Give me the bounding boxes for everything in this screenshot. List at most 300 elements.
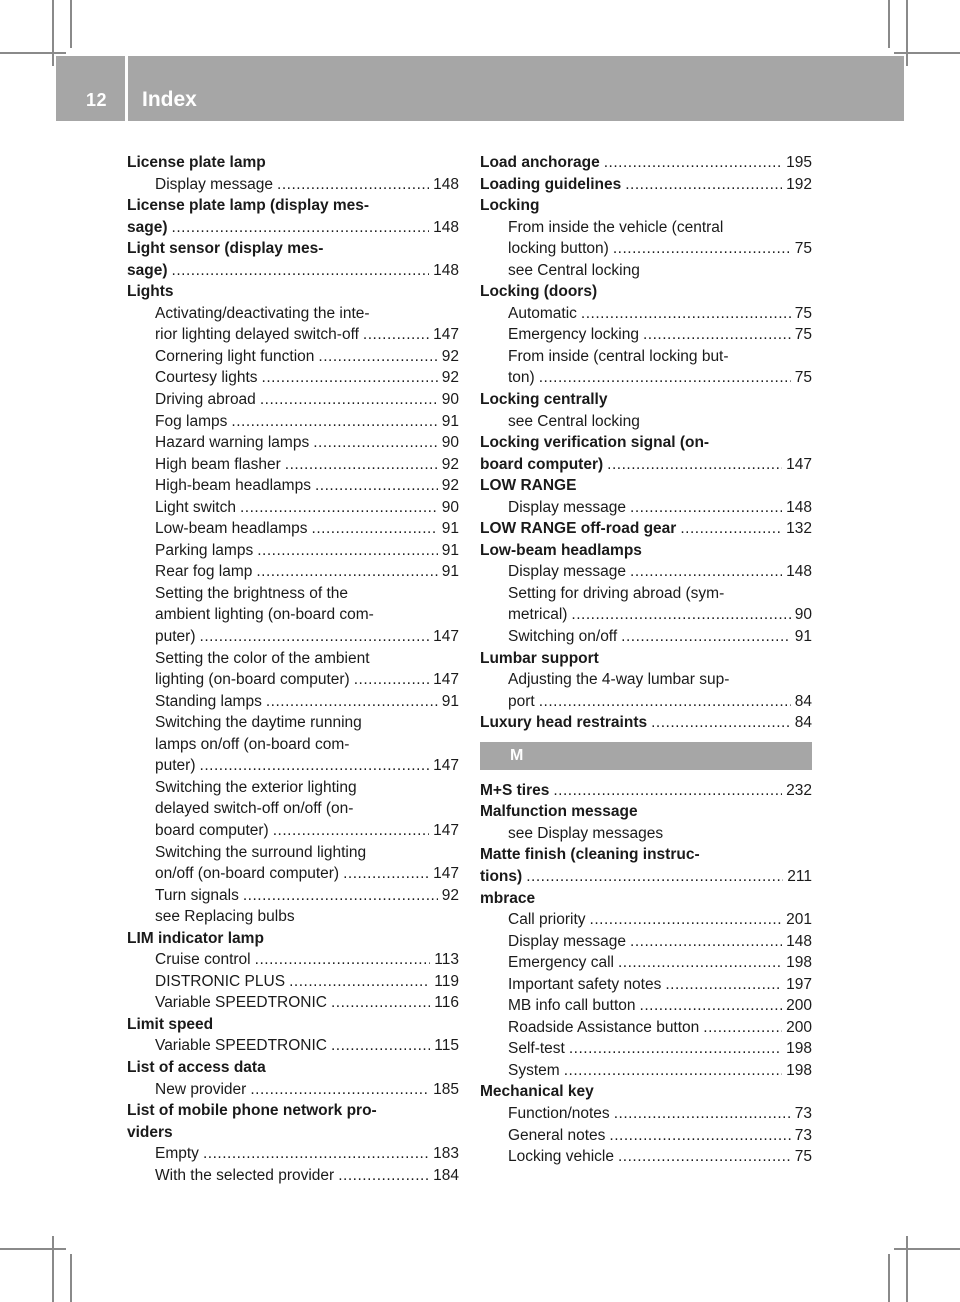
dot-leader xyxy=(266,691,438,713)
entry-text: Display message xyxy=(508,498,627,516)
crop-mark xyxy=(888,1254,890,1302)
entry-text: board computer) xyxy=(155,821,269,839)
entry-text: Emergency call xyxy=(508,954,614,972)
dot-leader xyxy=(200,626,430,648)
entry-text: Low-beam headlamps xyxy=(480,541,642,559)
index-subentry[interactable] xyxy=(127,346,459,368)
index-subentry xyxy=(127,798,459,820)
dot-leader xyxy=(630,931,782,953)
page-reference[interactable]: 147 xyxy=(433,865,459,883)
entry-text: lighting (on-board computer) xyxy=(155,671,350,689)
index-heading[interactable] xyxy=(480,518,812,540)
crop-mark xyxy=(906,0,908,66)
dot-leader xyxy=(553,780,782,802)
entry-text: Display message xyxy=(508,563,627,581)
dot-leader xyxy=(564,1060,782,1082)
dot-leader xyxy=(289,971,430,993)
page-reference[interactable]: 91 xyxy=(441,563,459,581)
index-heading xyxy=(480,540,812,562)
page-reference[interactable]: 91 xyxy=(441,541,459,559)
entry-text: Luxury head restraints xyxy=(480,714,648,732)
entry-text: High-beam headlamps xyxy=(155,477,311,495)
page-reference[interactable]: 148 xyxy=(433,218,459,236)
entry-text: From inside the vehicle (central xyxy=(508,218,724,236)
page-reference[interactable]: 73 xyxy=(794,1126,812,1144)
page-reference[interactable]: 200 xyxy=(786,997,812,1015)
page-reference[interactable]: 84 xyxy=(794,692,812,710)
page-reference[interactable]: 147 xyxy=(433,326,459,344)
index-subentry[interactable] xyxy=(127,454,459,476)
index-subentry[interactable] xyxy=(127,497,459,519)
page-reference[interactable]: 119 xyxy=(434,972,459,990)
entry-text: Cornering light function xyxy=(155,347,315,365)
crop-mark xyxy=(888,0,890,48)
entry-text: Lights xyxy=(127,283,174,301)
index-heading xyxy=(480,432,812,454)
index-subentry[interactable] xyxy=(127,561,459,583)
dot-leader xyxy=(240,497,438,519)
dot-leader xyxy=(363,324,429,346)
dot-leader xyxy=(285,454,438,476)
index-subentry[interactable] xyxy=(127,992,459,1014)
index-subentry[interactable] xyxy=(127,174,459,196)
dot-leader xyxy=(604,152,782,174)
header-divider xyxy=(125,56,128,121)
index-subentry xyxy=(127,303,459,325)
index-subentry[interactable] xyxy=(127,1079,459,1101)
entry-text: metrical) xyxy=(508,606,568,624)
entry-text: New provider xyxy=(155,1080,247,1098)
index-subentry xyxy=(480,411,812,433)
entry-text: Low-beam headlamps xyxy=(155,520,308,538)
entry-text: ton) xyxy=(508,369,535,387)
index-subentry[interactable] xyxy=(480,324,812,346)
index-subentry[interactable] xyxy=(127,389,459,411)
page-reference[interactable]: 75 xyxy=(794,326,812,344)
entry-text: mbrace xyxy=(480,889,536,907)
page-reference[interactable]: 75 xyxy=(794,369,812,387)
dot-leader xyxy=(318,346,437,368)
index-heading[interactable] xyxy=(480,780,812,802)
entry-text: Important safety notes xyxy=(508,975,662,993)
crop-mark xyxy=(0,52,66,54)
index-heading xyxy=(480,1081,812,1103)
index-subentry[interactable] xyxy=(127,755,459,777)
dot-leader xyxy=(590,909,783,931)
index-heading xyxy=(480,475,812,497)
dot-leader xyxy=(203,1143,429,1165)
entry-text: MB info call button xyxy=(508,997,636,1015)
index-heading xyxy=(127,195,459,217)
dot-leader xyxy=(571,604,790,626)
index-subentry[interactable] xyxy=(127,367,459,389)
index-subentry[interactable] xyxy=(127,885,459,907)
dot-leader xyxy=(331,1035,430,1057)
index-subentry xyxy=(480,346,812,368)
entry-text: port xyxy=(508,692,535,710)
index-subentry xyxy=(127,583,459,605)
entry-text: Switching on/off xyxy=(508,628,618,646)
index-heading xyxy=(127,1100,459,1122)
page-reference[interactable]: 92 xyxy=(441,477,459,495)
entry-text: Locking centrally xyxy=(480,391,608,409)
index-subentry[interactable] xyxy=(127,475,459,497)
index-column-left xyxy=(127,152,459,1186)
index-subentry[interactable] xyxy=(480,561,812,583)
entry-text: lamps on/off (on-board com- xyxy=(155,735,350,753)
index-subentry xyxy=(480,583,812,605)
entry-text: see Replacing bulbs xyxy=(155,908,295,926)
entry-text: sage) xyxy=(127,261,168,279)
entry-text: Limit speed xyxy=(127,1015,214,1033)
index-heading[interactable] xyxy=(480,454,812,476)
page-reference[interactable]: 116 xyxy=(434,994,459,1012)
index-subentry[interactable] xyxy=(127,863,459,885)
entry-text: Rear fog lamp xyxy=(155,563,253,581)
dot-leader xyxy=(640,995,783,1017)
index-heading xyxy=(480,648,812,670)
dot-leader xyxy=(607,454,782,476)
dot-leader xyxy=(614,1103,791,1125)
dot-leader xyxy=(630,497,782,519)
index-subentry[interactable] xyxy=(127,691,459,713)
entry-text: Loading guidelines xyxy=(480,175,622,193)
entry-text: Call priority xyxy=(508,911,586,929)
entry-text: Switching the daytime running xyxy=(155,714,362,732)
page-reference[interactable]: 113 xyxy=(434,951,459,969)
index-subentry[interactable] xyxy=(480,238,812,260)
index-heading[interactable] xyxy=(480,152,812,174)
page-reference[interactable]: 147 xyxy=(433,821,459,839)
index-subentry[interactable] xyxy=(127,432,459,454)
entry-text: board computer) xyxy=(480,455,604,473)
entry-text: Cruise control xyxy=(155,951,251,969)
entry-text: Function/notes xyxy=(508,1104,610,1122)
crop-mark xyxy=(70,1254,72,1302)
dot-leader xyxy=(625,174,782,196)
entry-text: viders xyxy=(127,1123,173,1141)
entry-text: Setting for driving abroad (sym- xyxy=(508,584,725,602)
page-reference[interactable]: 132 xyxy=(786,520,812,538)
dot-leader xyxy=(613,238,791,260)
entry-text: List of mobile phone network pro- xyxy=(127,1102,377,1120)
index-subentry[interactable] xyxy=(480,952,812,974)
entry-text: Display message xyxy=(155,175,274,193)
dot-leader xyxy=(680,518,782,540)
dot-leader xyxy=(231,411,437,433)
entry-text: License plate lamp (display mes- xyxy=(127,197,370,215)
entry-text: Courtesy lights xyxy=(155,369,258,387)
index-subentry[interactable] xyxy=(480,931,812,953)
entry-text: Display message xyxy=(508,932,627,950)
dot-leader xyxy=(630,561,782,583)
dot-leader xyxy=(651,712,791,734)
index-heading xyxy=(127,152,459,174)
entry-text: Light switch xyxy=(155,498,236,516)
page-reference[interactable]: 232 xyxy=(786,781,812,799)
page-reference[interactable]: 91 xyxy=(441,412,459,430)
index-heading[interactable] xyxy=(480,712,812,734)
entry-text: High beam flasher xyxy=(155,455,281,473)
index-heading xyxy=(480,844,812,866)
dot-leader xyxy=(277,174,429,196)
entry-text: see Display messages xyxy=(508,824,664,842)
entry-text: Matte finish (cleaning instruc- xyxy=(480,846,700,864)
dot-leader xyxy=(539,691,791,713)
index-subentry xyxy=(480,669,812,691)
index-heading xyxy=(480,195,812,217)
page-reference[interactable]: 90 xyxy=(441,498,459,516)
index-heading xyxy=(127,238,459,260)
entry-text: sage) xyxy=(127,218,168,236)
entry-text: General notes xyxy=(508,1126,606,1144)
entry-text: Standing lamps xyxy=(155,692,262,710)
crop-mark xyxy=(52,1236,54,1302)
page-reference[interactable]: 200 xyxy=(786,1018,812,1036)
entry-text: LOW RANGE xyxy=(480,477,577,495)
index-subentry[interactable] xyxy=(480,974,812,996)
entry-text: delayed switch-off on/off (on- xyxy=(155,800,354,818)
index-heading xyxy=(480,389,812,411)
index-heading[interactable] xyxy=(127,260,459,282)
entry-text: List of access data xyxy=(127,1058,266,1076)
index-subentry xyxy=(127,604,459,626)
entry-text: Setting the brightness of the xyxy=(155,584,349,602)
index-subentry[interactable] xyxy=(480,1038,812,1060)
index-subentry[interactable] xyxy=(480,626,812,648)
dot-leader xyxy=(581,303,791,325)
index-heading[interactable] xyxy=(480,866,812,888)
dot-leader xyxy=(354,669,429,691)
entry-text: rior lighting delayed switch-off xyxy=(155,326,359,344)
index-subentry[interactable] xyxy=(127,518,459,540)
dot-leader xyxy=(643,324,791,346)
index-subentry[interactable] xyxy=(127,1035,459,1057)
letter-section-header: M xyxy=(480,742,812,770)
page-reference[interactable]: 198 xyxy=(786,954,812,972)
page-reference[interactable]: 201 xyxy=(786,911,812,929)
entry-text: ambient lighting (on-board com- xyxy=(155,606,374,624)
dot-leader xyxy=(313,432,438,454)
page-reference[interactable]: 75 xyxy=(794,1148,812,1166)
entry-text: Locking (doors) xyxy=(480,283,598,301)
index-heading xyxy=(127,1014,459,1036)
page-reference[interactable]: 195 xyxy=(786,154,812,171)
index-subentry xyxy=(127,648,459,670)
entry-text: Locking vehicle xyxy=(508,1148,614,1166)
index-subentry[interactable] xyxy=(127,669,459,691)
page-reference[interactable]: 92 xyxy=(441,369,459,387)
page-reference[interactable]: 91 xyxy=(441,692,459,710)
dot-leader xyxy=(172,260,430,282)
page-reference[interactable]: 147 xyxy=(433,628,459,646)
entry-text: on/off (on-board computer) xyxy=(155,865,340,883)
entry-text: From inside (central locking but- xyxy=(508,347,729,365)
dot-leader xyxy=(172,217,430,239)
page-reference[interactable]: 192 xyxy=(786,175,812,193)
page-reference[interactable]: 92 xyxy=(441,455,459,473)
index-subentry[interactable] xyxy=(480,604,812,626)
dot-leader xyxy=(569,1038,782,1060)
index-subentry[interactable] xyxy=(480,1060,812,1082)
entry-text: Mechanical key xyxy=(480,1083,594,1101)
index-heading xyxy=(127,928,459,950)
page-reference[interactable]: 147 xyxy=(433,757,459,775)
index-subentry[interactable] xyxy=(480,1103,812,1125)
entry-text: tions) xyxy=(480,867,523,885)
entry-text: LOW RANGE off-road gear xyxy=(480,520,677,538)
index-heading[interactable] xyxy=(127,217,459,239)
page-reference[interactable]: 148 xyxy=(786,932,812,950)
index-subentry xyxy=(127,842,459,864)
index-subentry xyxy=(127,777,459,799)
entry-text: M+S tires xyxy=(480,781,550,799)
index-subentry xyxy=(480,823,812,845)
index-subentry xyxy=(480,217,812,239)
index-subentry[interactable] xyxy=(127,411,459,433)
index-heading xyxy=(127,1057,459,1079)
entry-text: Turn signals xyxy=(155,886,239,904)
page-reference[interactable]: 198 xyxy=(786,1040,812,1058)
entry-text: Variable SPEEDTRONIC xyxy=(155,994,327,1012)
crop-mark xyxy=(894,52,960,54)
index-heading xyxy=(127,1122,459,1144)
page-reference[interactable]: 91 xyxy=(441,520,459,538)
index-subentry xyxy=(127,712,459,734)
entry-text: Emergency locking xyxy=(508,326,639,344)
dot-leader xyxy=(526,866,783,888)
page-reference[interactable]: 148 xyxy=(433,261,459,279)
page-reference[interactable]: 84 xyxy=(794,714,812,732)
entry-text: Variable SPEEDTRONIC xyxy=(155,1037,327,1055)
index-heading xyxy=(127,281,459,303)
entry-text: System xyxy=(508,1061,560,1079)
index-subentry[interactable] xyxy=(480,909,812,931)
entry-text: Automatic xyxy=(508,304,577,322)
entry-text: With the selected provider xyxy=(155,1166,335,1184)
entry-text: puter) xyxy=(155,628,196,646)
dot-leader xyxy=(260,389,438,411)
page-reference[interactable]: 75 xyxy=(794,304,812,322)
dot-leader xyxy=(255,949,431,971)
index-heading xyxy=(480,281,812,303)
index-subentry[interactable] xyxy=(480,367,812,389)
crop-mark xyxy=(894,1248,960,1250)
dot-leader xyxy=(609,1125,790,1147)
index-subentry[interactable] xyxy=(480,497,812,519)
dot-leader xyxy=(250,1079,429,1101)
page-reference[interactable]: 115 xyxy=(434,1037,459,1055)
dot-leader xyxy=(256,561,437,583)
page-reference[interactable]: 91 xyxy=(794,628,812,646)
index-heading xyxy=(480,801,812,823)
index-subentry[interactable] xyxy=(480,1017,812,1039)
index-subentry[interactable] xyxy=(127,626,459,648)
crop-mark xyxy=(906,1236,908,1302)
index-subentry[interactable] xyxy=(480,995,812,1017)
page-reference[interactable]: 211 xyxy=(787,867,812,885)
index-subentry[interactable] xyxy=(480,1146,812,1168)
index-subentry[interactable] xyxy=(127,949,459,971)
dot-leader xyxy=(665,974,782,996)
page-reference[interactable]: 184 xyxy=(433,1166,459,1184)
entry-text: Switching the surround lighting xyxy=(155,843,367,861)
index-subentry[interactable] xyxy=(480,691,812,713)
dot-leader xyxy=(200,755,430,777)
dot-leader xyxy=(618,952,782,974)
index-subentry[interactable] xyxy=(480,303,812,325)
page-reference[interactable]: 147 xyxy=(433,671,459,689)
entry-text: Setting the color of the ambient xyxy=(155,649,370,667)
dot-leader xyxy=(312,518,438,540)
index-subentry xyxy=(480,260,812,282)
index-subentry[interactable] xyxy=(127,820,459,842)
index-heading[interactable] xyxy=(480,174,812,196)
dot-leader xyxy=(621,626,791,648)
page-reference[interactable]: 183 xyxy=(433,1145,459,1163)
index-subentry[interactable] xyxy=(127,1165,459,1187)
dot-leader xyxy=(703,1017,782,1039)
index-subentry[interactable] xyxy=(127,324,459,346)
index-subentry[interactable] xyxy=(480,1125,812,1147)
entry-text: Hazard warning lamps xyxy=(155,434,310,452)
page-reference[interactable]: 75 xyxy=(794,240,812,258)
page-reference[interactable]: 148 xyxy=(433,175,459,193)
page-reference[interactable]: 197 xyxy=(786,975,812,993)
entry-text: Empty xyxy=(155,1145,199,1163)
dot-leader xyxy=(273,820,429,842)
page-reference[interactable]: 148 xyxy=(786,498,812,516)
page-reference[interactable]: 198 xyxy=(786,1061,812,1079)
entry-text: see Central locking xyxy=(508,412,640,430)
page-reference[interactable]: 90 xyxy=(441,391,459,409)
crop-mark xyxy=(70,0,72,48)
index-subentry[interactable] xyxy=(127,540,459,562)
crop-mark xyxy=(52,0,54,66)
entry-text: DISTRONIC PLUS xyxy=(155,972,286,990)
page-reference[interactable]: 147 xyxy=(786,455,812,473)
dot-leader xyxy=(331,992,430,1014)
index-subentry[interactable] xyxy=(127,971,459,993)
entry-text: Self-test xyxy=(508,1040,565,1058)
entry-text: Adjusting the 4-way lumbar sup- xyxy=(508,671,730,689)
page-reference[interactable]: 73 xyxy=(794,1104,812,1122)
page-reference[interactable]: 148 xyxy=(786,563,812,581)
entry-text: puter) xyxy=(155,757,196,775)
entry-text: Malfunction message xyxy=(480,803,638,821)
dot-leader xyxy=(315,475,438,497)
dot-leader xyxy=(618,1146,791,1168)
page-reference[interactable]: 92 xyxy=(441,886,459,904)
section-title: Index xyxy=(142,88,197,111)
index-heading xyxy=(480,888,812,910)
entry-text: Locking verification signal (on- xyxy=(480,434,710,452)
index-subentry[interactable] xyxy=(127,1143,459,1165)
page-reference[interactable]: 90 xyxy=(441,434,459,452)
entry-text: Light sensor (display mes- xyxy=(127,240,324,258)
dot-leader xyxy=(343,863,429,885)
page-reference[interactable]: 185 xyxy=(433,1080,459,1098)
page-reference[interactable]: 90 xyxy=(794,606,812,624)
entry-text: Lumbar support xyxy=(480,649,599,667)
dot-leader xyxy=(338,1165,429,1187)
entry-text: Parking lamps xyxy=(155,541,254,559)
page-reference[interactable]: 92 xyxy=(441,347,459,365)
index-column-right xyxy=(480,152,812,1168)
dot-leader xyxy=(243,885,438,907)
entry-text: Driving abroad xyxy=(155,391,256,409)
entry-text: Activating/deactivating the inte- xyxy=(155,304,370,322)
